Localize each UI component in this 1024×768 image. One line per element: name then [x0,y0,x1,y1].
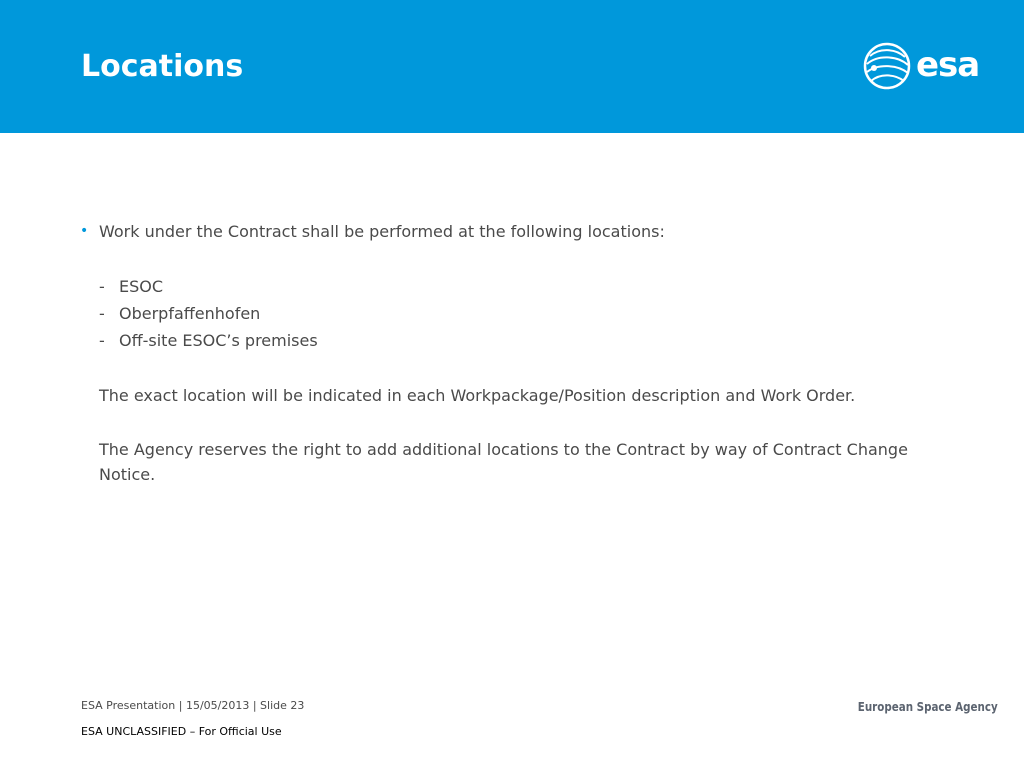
agency-name: European Space Agency [858,700,998,714]
locations-list [99,273,940,354]
location-item [99,273,940,300]
bullet-item [80,219,940,244]
esa-logo-text: esa [916,45,980,85]
slide-header [0,0,1024,133]
presentation-footer: ESA Presentation | 15/05/2013 | Slide 23 [81,699,305,712]
slide-content [80,219,940,487]
esa-logo [862,40,1002,94]
dash-marker: - [99,277,105,296]
location-item [99,327,940,354]
slide-title: Locations [81,49,244,84]
classification-label: ESA UNCLASSIFIED – For Official Use [81,725,282,738]
location-text: ESOC [119,277,164,296]
dash-marker: - [99,331,105,350]
bullet-text: Work under the Contract shall be performed at the following locations: [99,222,665,241]
location-item [99,300,940,327]
location-text: Oberpfaffenhofen [119,304,261,323]
location-text: Off-site ESOC’s premises [119,331,318,350]
dash-marker: - [99,304,105,323]
location-note-paragraph: The exact location will be indicated in each Workpackage/Position description and Work Order. [99,386,856,405]
agency-rights-paragraph: The Agency reserves the right to add additional locations to the Contract by way of Contract Change Notice. [99,440,908,484]
bullet-dot-icon: • [80,223,89,239]
